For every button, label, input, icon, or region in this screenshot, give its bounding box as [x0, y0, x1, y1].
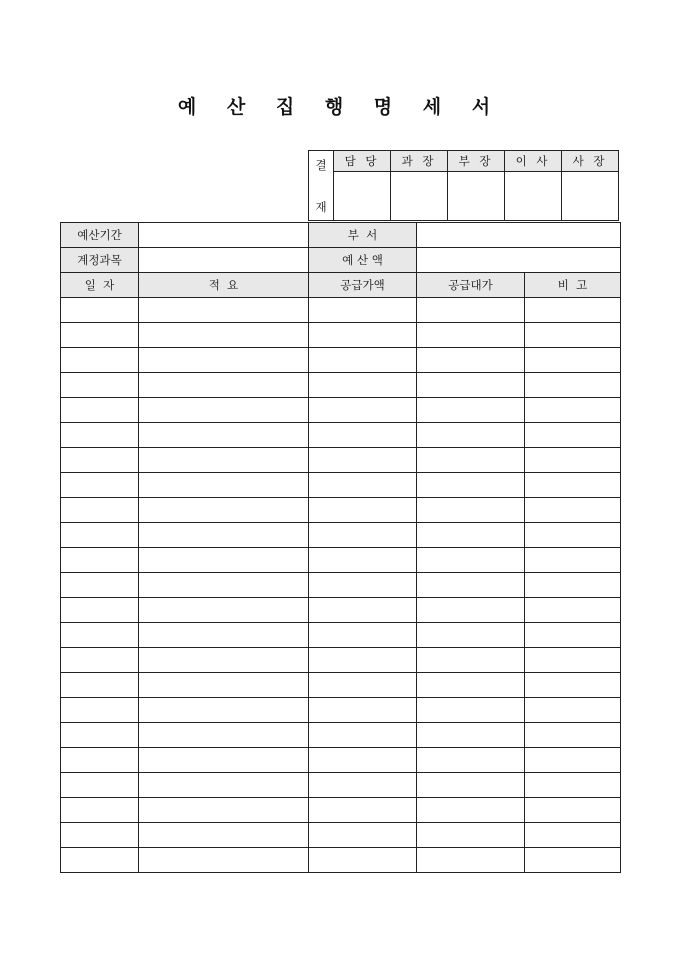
- description-cell[interactable]: [139, 373, 309, 398]
- budget-sheet: [60, 222, 621, 873]
- remarks-cell[interactable]: [525, 598, 621, 623]
- supply-value-cell[interactable]: [309, 673, 417, 698]
- remarks-cell[interactable]: [525, 798, 621, 823]
- supply-total-cell[interactable]: [417, 848, 525, 873]
- table-row: [61, 723, 621, 748]
- description-cell[interactable]: [139, 748, 309, 773]
- remarks-cell[interactable]: [525, 298, 621, 323]
- period-value[interactable]: [139, 223, 309, 248]
- budget-value[interactable]: [417, 248, 621, 273]
- supply-value-cell[interactable]: [309, 398, 417, 423]
- supply-total-cell[interactable]: [417, 598, 525, 623]
- date-cell[interactable]: [61, 448, 139, 473]
- table-row: [61, 698, 621, 723]
- supply-value-cell[interactable]: [309, 798, 417, 823]
- table-row: [61, 798, 621, 823]
- supply-value-cell[interactable]: [309, 773, 417, 798]
- table-row: [61, 823, 621, 848]
- date-cell[interactable]: [61, 698, 139, 723]
- supply-total-cell[interactable]: [417, 623, 525, 648]
- supply-value-cell[interactable]: [309, 323, 417, 348]
- date-cell[interactable]: [61, 648, 139, 673]
- supply-total-cell[interactable]: [417, 648, 525, 673]
- header-date: 일 자: [61, 273, 139, 298]
- approval-header-president: 사 장: [562, 151, 619, 172]
- date-cell[interactable]: [61, 823, 139, 848]
- remarks-cell[interactable]: [525, 848, 621, 873]
- date-cell[interactable]: [61, 323, 139, 348]
- supply-value-cell[interactable]: [309, 698, 417, 723]
- date-cell[interactable]: [61, 348, 139, 373]
- table-row: [61, 673, 621, 698]
- approval-sign-director[interactable]: [505, 172, 562, 221]
- approval-header-director: 이 사: [505, 151, 562, 172]
- supply-value-cell[interactable]: [309, 848, 417, 873]
- date-cell[interactable]: [61, 473, 139, 498]
- supply-total-cell[interactable]: [417, 748, 525, 773]
- approval-header-staff: 담 당: [334, 151, 391, 172]
- supply-value-cell[interactable]: [309, 723, 417, 748]
- approval-sign-president[interactable]: [562, 172, 619, 221]
- header-remarks: 비 고: [525, 273, 621, 298]
- table-row: [61, 623, 621, 648]
- supply-total-cell[interactable]: [417, 723, 525, 748]
- supply-total-cell[interactable]: [417, 448, 525, 473]
- supply-total-cell[interactable]: [417, 773, 525, 798]
- approval-label-top: 결: [315, 158, 327, 172]
- table-row: [61, 473, 621, 498]
- supply-value-cell[interactable]: [309, 498, 417, 523]
- approval-header-dept-head: 부 장: [448, 151, 505, 172]
- supply-value-cell[interactable]: [309, 573, 417, 598]
- approval-sign-section-chief[interactable]: [391, 172, 448, 221]
- approval-sign-dept-head[interactable]: [448, 172, 505, 221]
- period-label: 예산기간: [61, 223, 139, 248]
- date-cell[interactable]: [61, 498, 139, 523]
- supply-total-cell[interactable]: [417, 423, 525, 448]
- remarks-cell[interactable]: [525, 498, 621, 523]
- description-cell[interactable]: [139, 498, 309, 523]
- supply-value-cell[interactable]: [309, 598, 417, 623]
- supply-value-cell[interactable]: [309, 548, 417, 573]
- description-cell[interactable]: [139, 323, 309, 348]
- description-cell[interactable]: [139, 848, 309, 873]
- dept-label: 부 서: [309, 223, 417, 248]
- table-row: [61, 648, 621, 673]
- date-cell[interactable]: [61, 773, 139, 798]
- account-value[interactable]: [139, 248, 309, 273]
- remarks-cell[interactable]: [525, 723, 621, 748]
- supply-value-cell[interactable]: [309, 448, 417, 473]
- supply-value-cell[interactable]: [309, 623, 417, 648]
- supply-value-cell[interactable]: [309, 298, 417, 323]
- remarks-cell[interactable]: [525, 398, 621, 423]
- remarks-cell[interactable]: [525, 673, 621, 698]
- remarks-cell[interactable]: [525, 423, 621, 448]
- remarks-cell[interactable]: [525, 448, 621, 473]
- supply-value-cell[interactable]: [309, 648, 417, 673]
- supply-total-cell[interactable]: [417, 798, 525, 823]
- remarks-cell[interactable]: [525, 773, 621, 798]
- header-supply-value: 공급가액: [309, 273, 417, 298]
- supply-value-cell[interactable]: [309, 373, 417, 398]
- description-cell[interactable]: [139, 673, 309, 698]
- header-description: 적 요: [139, 273, 309, 298]
- date-cell[interactable]: [61, 598, 139, 623]
- approval-header-section-chief: 과 장: [391, 151, 448, 172]
- date-cell[interactable]: [61, 748, 139, 773]
- remarks-cell[interactable]: [525, 623, 621, 648]
- date-cell[interactable]: [61, 423, 139, 448]
- approval-box: [308, 150, 619, 221]
- remarks-cell[interactable]: [525, 348, 621, 373]
- table-row: [61, 773, 621, 798]
- date-cell[interactable]: [61, 573, 139, 598]
- supply-total-cell[interactable]: [417, 573, 525, 598]
- date-cell[interactable]: [61, 298, 139, 323]
- description-cell[interactable]: [139, 473, 309, 498]
- budget-label: 예 산 액: [309, 248, 417, 273]
- remarks-cell[interactable]: [525, 648, 621, 673]
- table-row: [61, 598, 621, 623]
- date-cell[interactable]: [61, 723, 139, 748]
- remarks-cell[interactable]: [525, 823, 621, 848]
- supply-total-cell[interactable]: [417, 523, 525, 548]
- table-row: [61, 573, 621, 598]
- date-cell[interactable]: [61, 848, 139, 873]
- description-cell[interactable]: [139, 798, 309, 823]
- supply-total-cell[interactable]: [417, 473, 525, 498]
- supply-total-cell[interactable]: [417, 398, 525, 423]
- description-cell[interactable]: [139, 523, 309, 548]
- supply-total-cell[interactable]: [417, 298, 525, 323]
- supply-value-cell[interactable]: [309, 423, 417, 448]
- supply-value-cell[interactable]: [309, 523, 417, 548]
- date-cell[interactable]: [61, 673, 139, 698]
- remarks-cell[interactable]: [525, 323, 621, 348]
- description-cell[interactable]: [139, 698, 309, 723]
- date-cell[interactable]: [61, 548, 139, 573]
- date-cell[interactable]: [61, 623, 139, 648]
- table-row: [61, 323, 621, 348]
- date-cell[interactable]: [61, 398, 139, 423]
- remarks-cell[interactable]: [525, 523, 621, 548]
- description-cell[interactable]: [139, 398, 309, 423]
- table-row: [61, 298, 621, 323]
- table-row: [61, 448, 621, 473]
- supply-value-cell[interactable]: [309, 823, 417, 848]
- description-cell[interactable]: [139, 823, 309, 848]
- account-label: 계정과목: [61, 248, 139, 273]
- supply-total-cell[interactable]: [417, 673, 525, 698]
- supply-total-cell[interactable]: [417, 823, 525, 848]
- description-cell[interactable]: [139, 548, 309, 573]
- approval-label: [309, 151, 334, 221]
- description-cell[interactable]: [139, 648, 309, 673]
- approval-sign-staff[interactable]: [334, 172, 391, 221]
- supply-total-cell[interactable]: [417, 698, 525, 723]
- supply-value-cell[interactable]: [309, 348, 417, 373]
- description-cell[interactable]: [139, 423, 309, 448]
- table-row: [61, 498, 621, 523]
- table-row: [61, 848, 621, 873]
- supply-total-cell[interactable]: [417, 498, 525, 523]
- table-row: [61, 548, 621, 573]
- supply-value-cell[interactable]: [309, 473, 417, 498]
- header-supply-total: 공급대가: [417, 273, 525, 298]
- supply-total-cell[interactable]: [417, 323, 525, 348]
- supply-total-cell[interactable]: [417, 348, 525, 373]
- description-cell[interactable]: [139, 598, 309, 623]
- supply-total-cell[interactable]: [417, 548, 525, 573]
- description-cell[interactable]: [139, 623, 309, 648]
- description-cell[interactable]: [139, 773, 309, 798]
- document-title: 예 산 집 행 명 세 서: [177, 96, 503, 118]
- table-row: [61, 423, 621, 448]
- remarks-cell[interactable]: [525, 548, 621, 573]
- table-row: [61, 373, 621, 398]
- remarks-cell[interactable]: [525, 748, 621, 773]
- description-cell[interactable]: [139, 723, 309, 748]
- remarks-cell[interactable]: [525, 373, 621, 398]
- supply-value-cell[interactable]: [309, 748, 417, 773]
- date-cell[interactable]: [61, 523, 139, 548]
- description-cell[interactable]: [139, 448, 309, 473]
- remarks-cell[interactable]: [525, 573, 621, 598]
- description-cell[interactable]: [139, 573, 309, 598]
- approval-label-bottom: 재: [315, 200, 327, 214]
- date-cell[interactable]: [61, 798, 139, 823]
- remarks-cell[interactable]: [525, 698, 621, 723]
- date-cell[interactable]: [61, 373, 139, 398]
- table-row: [61, 748, 621, 773]
- remarks-cell[interactable]: [525, 473, 621, 498]
- table-row: [61, 523, 621, 548]
- description-cell[interactable]: [139, 298, 309, 323]
- supply-total-cell[interactable]: [417, 373, 525, 398]
- description-cell[interactable]: [139, 348, 309, 373]
- table-row: [61, 398, 621, 423]
- table-row: [61, 348, 621, 373]
- dept-value[interactable]: [417, 223, 621, 248]
